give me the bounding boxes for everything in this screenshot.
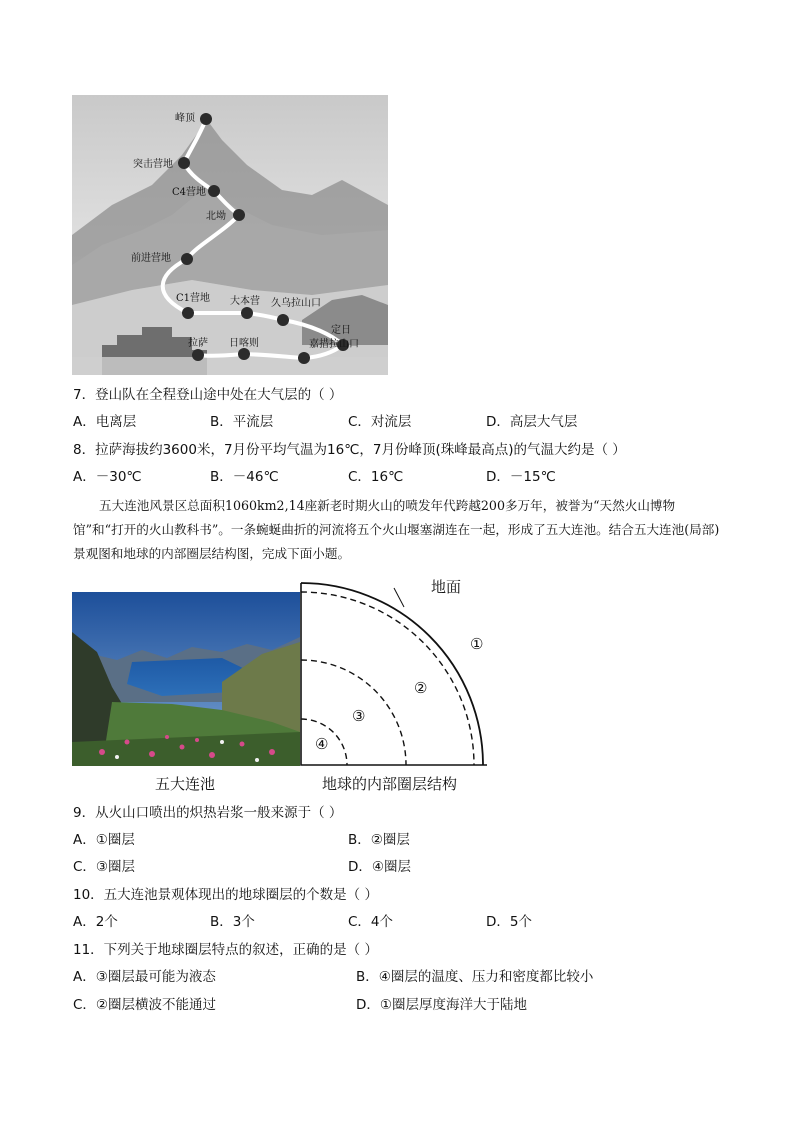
route-point-label: 大本营 bbox=[230, 296, 260, 307]
question-7-option-b[interactable]: B．平流层 bbox=[210, 414, 274, 430]
question-9-stem: 9．从火山口喷出的炽热岩浆一般来源于（ ） bbox=[73, 805, 343, 821]
question-10-stem: 10．五大连池景观体现出的地球圈层的个数是（ ） bbox=[73, 887, 378, 903]
route-point-label: 嘉措拉山口 bbox=[309, 339, 359, 350]
question-10-option-a[interactable]: A．2个 bbox=[73, 914, 118, 930]
photo-caption: 五大连池 bbox=[155, 775, 216, 793]
route-point-label: 久乌拉山口 bbox=[271, 298, 321, 309]
question-9-option-b[interactable]: B．②圈层 bbox=[348, 832, 410, 848]
lake-landscape-image bbox=[72, 592, 300, 766]
question-7-stem: 7．登山队在全程登山途中处在大气层的（ ） bbox=[73, 387, 343, 403]
route-point-marker bbox=[238, 348, 250, 360]
route-point-label: 拉萨 bbox=[188, 338, 208, 349]
question-9-option-d[interactable]: D．④圈层 bbox=[348, 859, 411, 875]
question-7-option-d[interactable]: D．高层大气层 bbox=[486, 414, 578, 430]
route-point-marker bbox=[181, 253, 193, 265]
earth-layers-graphic bbox=[296, 578, 496, 768]
earth-layers-diagram bbox=[296, 578, 496, 768]
diagram-caption: 地球的内部圈层结构 bbox=[322, 775, 458, 793]
route-point-marker bbox=[200, 113, 212, 125]
question-9-option-a[interactable]: A．①圈层 bbox=[73, 832, 135, 848]
question-7-option-c[interactable]: C．对流层 bbox=[348, 414, 412, 430]
reading-passage: 五大连池风景区总面积1060km2,14座新老时期火山的喷发年代跨越200多万年，被誉为“天然火山博物馆”和“打开的火山教科书”。一条蜿蜒曲折的河流将五个火山堰塞湖连在一起，形成了五大连池。结合五大连池(局部)景观图和地球的内部圈层结构图，完成下面小题。 bbox=[73, 498, 720, 561]
question-10-option-b[interactable]: B．3个 bbox=[210, 914, 255, 930]
route-map bbox=[72, 95, 388, 375]
question-8-option-d[interactable]: D．－15℃ bbox=[486, 469, 556, 485]
layer-3-label: ③ bbox=[352, 707, 366, 725]
wudalianchi-photo bbox=[72, 592, 300, 766]
route-point-marker bbox=[178, 157, 190, 169]
route-map-graphic bbox=[72, 95, 388, 375]
route-point-label: 定日 bbox=[331, 325, 351, 336]
question-9-option-c[interactable]: C．③圈层 bbox=[73, 859, 136, 875]
route-point-marker bbox=[192, 349, 204, 361]
question-11-stem: 11．下列关于地球圈层特点的叙述，正确的是（ ） bbox=[73, 942, 378, 958]
question-8-option-a[interactable]: A．－30℃ bbox=[73, 469, 142, 485]
route-point-marker bbox=[208, 185, 220, 197]
layer-2-label: ② bbox=[414, 679, 428, 697]
route-point-label: 日喀则 bbox=[229, 338, 259, 349]
route-point-label: 前进营地 bbox=[131, 253, 171, 264]
route-point-marker bbox=[277, 314, 289, 326]
question-11-option-c[interactable]: C．②圈层横波不能通过 bbox=[73, 997, 217, 1013]
route-point-marker bbox=[241, 307, 253, 319]
question-8-option-b[interactable]: B．－46℃ bbox=[210, 469, 279, 485]
route-point-label: 峰顶 bbox=[175, 113, 195, 124]
question-7-option-a[interactable]: A．电离层 bbox=[73, 414, 137, 430]
route-point-label: C4营地 bbox=[172, 187, 207, 198]
route-point-marker bbox=[298, 352, 310, 364]
layer-1-label: ① bbox=[470, 635, 484, 653]
question-8-option-c[interactable]: C．16℃ bbox=[348, 469, 404, 485]
question-11-option-b[interactable]: B．④圈层的温度、压力和密度都比较小 bbox=[356, 969, 594, 985]
route-point-label: 突击营地 bbox=[133, 159, 173, 170]
route-point-marker bbox=[233, 209, 245, 221]
route-point-marker bbox=[182, 307, 194, 319]
question-10-option-d[interactable]: D．5个 bbox=[486, 914, 532, 930]
route-point-label: C1营地 bbox=[176, 293, 211, 304]
route-point-label: 北坳 bbox=[206, 211, 226, 222]
surface-label: 地面 bbox=[431, 578, 462, 596]
question-8-stem: 8．拉萨海拔约3600米，7月份平均气温为16℃，7月份峰顶(珠峰最高点)的气温大约是（ ） bbox=[73, 442, 626, 458]
question-10-option-c[interactable]: C．4个 bbox=[348, 914, 394, 930]
question-11-option-d[interactable]: D．①圈层厚度海洋大于陆地 bbox=[356, 997, 527, 1013]
question-11-option-a[interactable]: A．③圈层最可能为液态 bbox=[73, 969, 216, 985]
layer-4-label: ④ bbox=[315, 735, 329, 753]
